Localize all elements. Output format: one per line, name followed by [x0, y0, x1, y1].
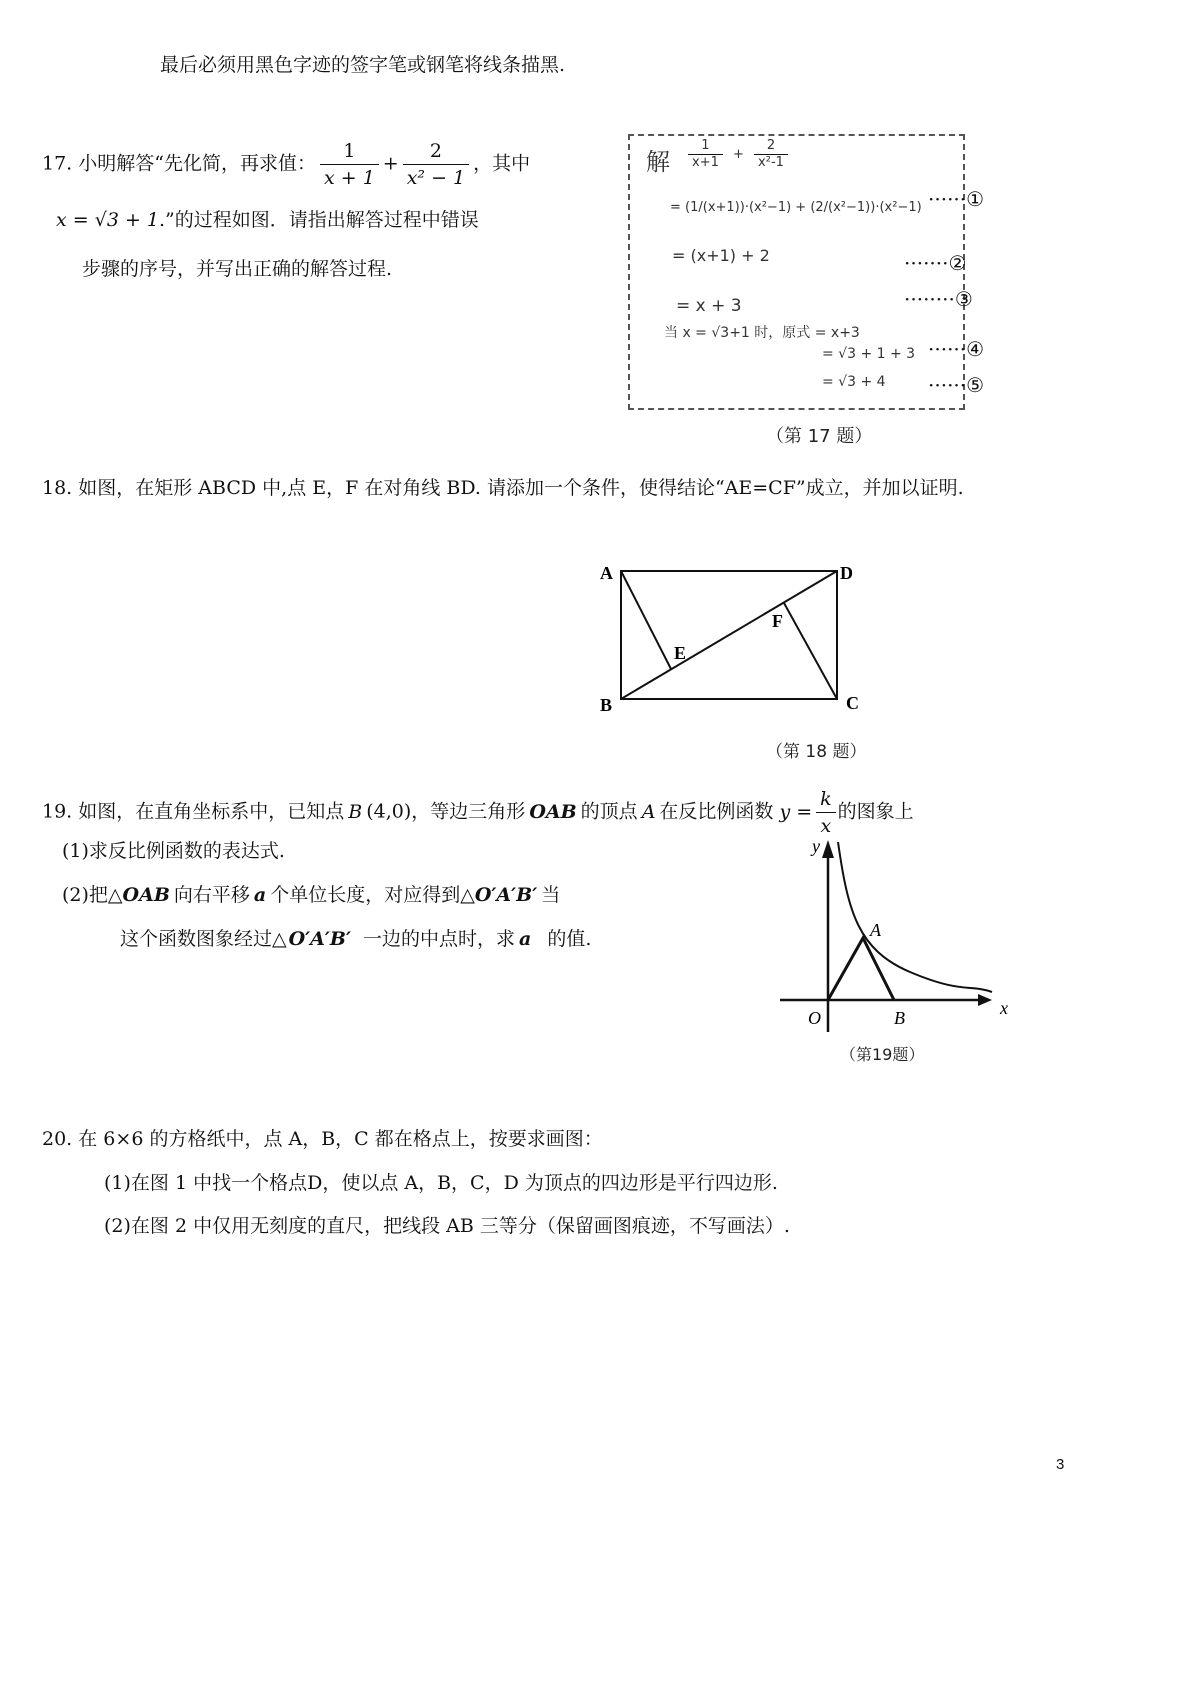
x-axis-arrow-icon [978, 994, 992, 1006]
q17-number: 17. [42, 152, 73, 175]
q17-line2 [56, 207, 479, 233]
q20-line1 [42, 1126, 603, 1152]
label-c: C [846, 693, 859, 713]
q19-graph-figure [770, 832, 1030, 1072]
hyperbola-curve [838, 842, 992, 992]
label-y: y [812, 836, 820, 856]
q17-work-line3: = x + 3 [676, 296, 742, 316]
q17-text-a: 小明解答“先化简，再求值： [78, 152, 316, 175]
q19-part2-line2: 这个函数图象经过△ O′A′B′ 一边的中点时，求 a 的值. [120, 928, 592, 950]
intro-line: 最后必须用黑色字迹的签字笔或钢笔将线条描黑. [160, 54, 566, 76]
q19-caption: （第19题） [840, 1045, 925, 1064]
q20-text: 在 6×6 的方格纸中，点 A，B，C 都在格点上，按要求画图： [78, 1128, 603, 1150]
segment-ae [621, 571, 671, 669]
q17-marker-5: ······⑤ [928, 373, 985, 397]
label-d: D [840, 563, 853, 583]
q18-number: 18. [42, 477, 73, 499]
label-x: x [1000, 998, 1008, 1018]
q19-part1: (1)求反比例函数的表达式. [62, 840, 285, 862]
triangle-oab [828, 938, 894, 1000]
q17-line3: 步骤的序号，并写出正确的解答过程. [82, 258, 393, 280]
q17-x-value: x = √3 + 1 [56, 209, 159, 231]
q17-work-line2: = (x+1) + 2 [672, 246, 770, 265]
q17-work-line5: = √3 + 1 + 3 [822, 346, 916, 362]
label-o: O [808, 1008, 821, 1028]
label-b: B [600, 695, 613, 715]
label-b: B [894, 1008, 905, 1028]
page-number: 3 [1056, 1456, 1065, 1473]
q20-part1: (1)在图 1 中找一个格点D，使以点 A，B，C，D 为顶点的四边形是平行四边形. [104, 1172, 778, 1194]
q19-part2-line1: (2)把△OAB 向右平移 a 个单位长度，对应得到△O′A′B′ 当 [62, 884, 561, 906]
q17-marker-4: ······④ [928, 337, 985, 361]
y-axis-arrow-icon [822, 840, 834, 858]
q17-fraction-1: $\frac{1}{x + 1}$ [320, 138, 379, 191]
q17-work-line0: $\frac{1}{x+1}$ + $\frac{2}{\text{x²-1}}$ [688, 138, 788, 171]
q17-work-jie: 解 [646, 148, 670, 176]
q18-rectangle-figure [590, 555, 870, 725]
q17-text-b: ，其中 [473, 152, 531, 175]
q17-marker-3: ········③ [904, 287, 973, 311]
q17-caption: （第 17 题） [766, 426, 873, 447]
q17-marker-2: ·······② [904, 251, 967, 275]
segment-cf [784, 603, 837, 699]
q17-text-c: .”的过程如图．请指出解答过程中错误 [159, 209, 479, 231]
q17-work-line4: 当 x = √3+1 时，原式 = x+3 [664, 325, 860, 341]
q17-marker-1: ······① [928, 187, 985, 211]
q18-text: 如图，在矩形 ABCD 中,点 E，F 在对角线 BD. 请添加一个条件，使得结论“AE=CF”成立，并加以证明. [78, 477, 964, 499]
q20-part2: (2)在图 2 中仅用无刻度的直尺，把线段 AB 三等分（保留画图痕迹，不写画法）. [104, 1215, 790, 1237]
q20-number: 20. [42, 1128, 73, 1150]
label-e: E [674, 643, 687, 663]
q19-line1: 19. 如图，在直角坐标系中，已知点 B (4,0)，等边三角形 OAB 的顶点 A 在反比例函数 y = $\frac{k}{x}$ 的图象上 [42, 788, 914, 837]
q17-work-line6: = √3 + 4 [822, 374, 886, 390]
q18-line [42, 475, 964, 501]
q17-fraction-2: $\frac{2}{\text{x² − 1}}$ [403, 138, 469, 191]
label-a: A [600, 563, 613, 583]
q18-caption: （第 18 题） [766, 742, 867, 762]
q17-work-line1: = (1/(x+1))·(x²−1) + (2/(x²−1))·(x²−1) [670, 200, 922, 215]
q19-fraction-k-over-x: $\frac{k}{x}$ [816, 786, 836, 839]
q19-number: 19. [42, 800, 73, 823]
label-f: F [772, 611, 783, 631]
label-a: A [870, 920, 881, 940]
q17-line1: 17. 小明解答“先化简，再求值： $\frac{1}{x + 1}$ + $\frac{2}{\text{x² − 1}}$ ，其中 [42, 140, 531, 189]
